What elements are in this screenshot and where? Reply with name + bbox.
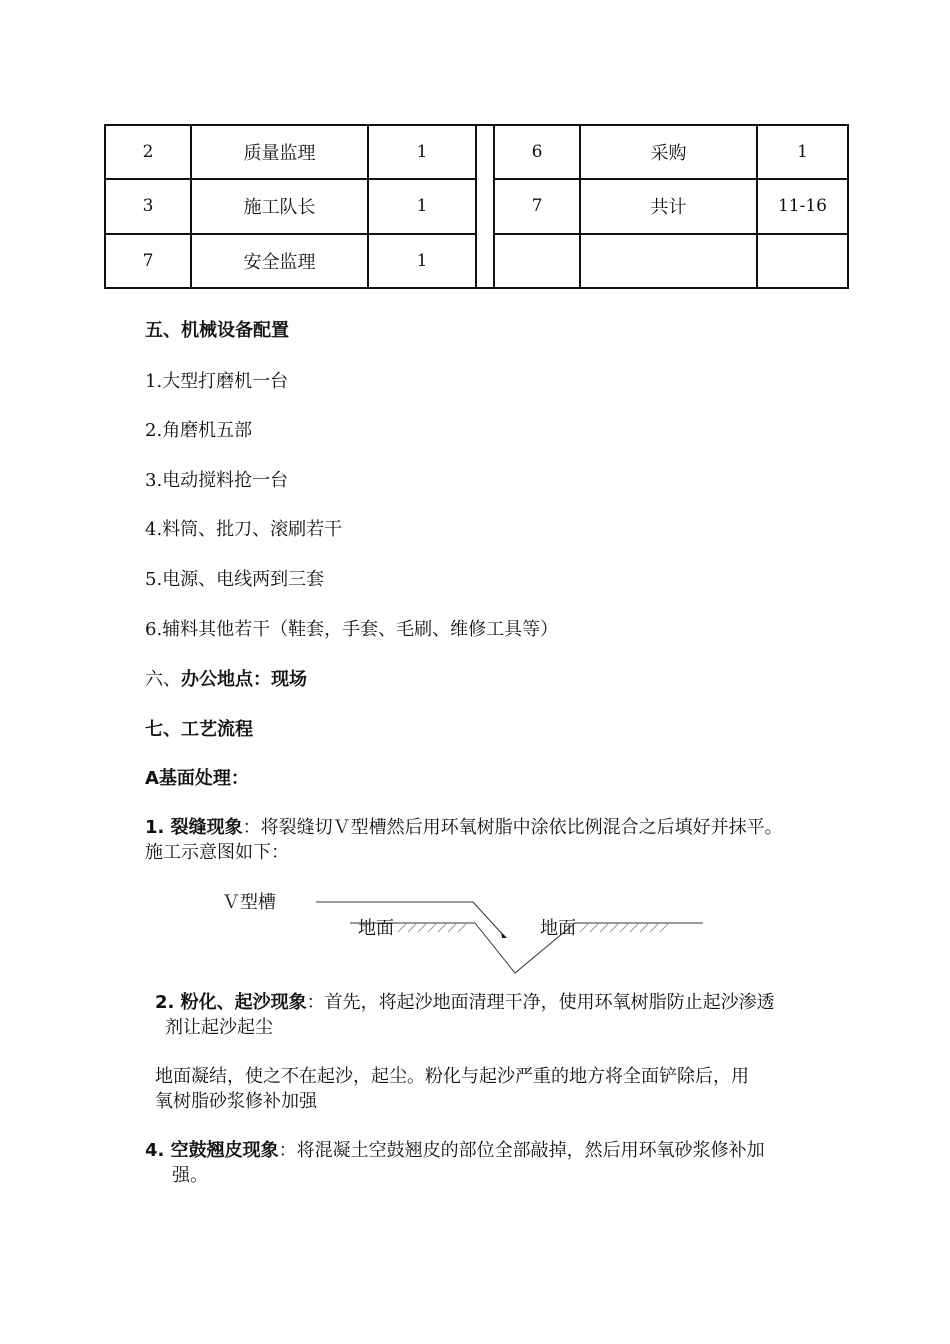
table-divider-cell <box>476 125 494 288</box>
table-cell: 2 <box>105 125 191 179</box>
groove-label: Ｖ型槽 <box>222 892 276 913</box>
list-item-text: 角磨机五部 <box>162 420 253 441</box>
powder-paragraph <box>155 990 835 1040</box>
powder-label: 2. 粉化、起沙现象 <box>155 992 307 1013</box>
table-cell <box>757 234 848 288</box>
list-item-number: 2. <box>145 420 163 441</box>
table-cell: 1 <box>368 234 476 288</box>
hollow-text-continued: 强。 <box>172 1165 208 1186</box>
table-cell: 7 <box>105 234 191 288</box>
hollow-paragraph <box>145 1138 835 1188</box>
crack-text: ：将裂缝切Ｖ型槽然后用环氧树脂中涂依比例混合之后填好并抹平。 <box>242 817 783 838</box>
hollow-label: 4. 空鼓翘皮现象 <box>145 1140 279 1161</box>
v-groove-diagram <box>220 885 720 980</box>
table-row <box>105 125 848 179</box>
section-heading <box>145 665 307 691</box>
ground-label-right: 地面 <box>540 918 576 939</box>
subsection-heading: A基面处理： <box>145 768 249 789</box>
hollow-text: ：将混凝土空鼓翘皮的部位全部敲掉，然后用环氧砂浆修补加 <box>278 1140 765 1161</box>
crack-paragraph <box>145 815 845 865</box>
crack-label: 1. 裂缝现象 <box>145 817 243 838</box>
table-cell: 安全监理 <box>191 234 368 288</box>
powder-para2-line1: 地面凝结，使之不在起沙，起尘。粉化与起沙严重的地方将全面铲除后，用 <box>155 1066 749 1087</box>
table-cell <box>494 234 580 288</box>
table-cell: 11-16 <box>757 179 848 233</box>
table-cell: 采购 <box>580 125 757 179</box>
section-heading: 七、工艺流程 <box>145 719 253 740</box>
section-prefix: 六、 <box>145 669 181 690</box>
list-item <box>145 466 288 492</box>
list-item-number: 4. <box>145 519 163 540</box>
table-cell: 1 <box>757 125 848 179</box>
list-item-number: 6. <box>145 619 163 640</box>
list-item-text: 电动搅料抢一台 <box>162 470 289 491</box>
list-item-text: 料筒、批刀、滚刷若干 <box>162 519 343 540</box>
staff-table <box>104 124 849 289</box>
list-item-number: 3. <box>145 470 163 491</box>
table-cell <box>580 234 757 288</box>
powder-text-continued: 剂让起沙起尘 <box>165 1017 273 1038</box>
ground-label-left: 地面 <box>358 918 394 939</box>
table-cell: 7 <box>494 179 580 233</box>
list-item-number: 5. <box>145 569 163 590</box>
table-cell: 质量监理 <box>191 125 368 179</box>
list-item <box>145 615 558 641</box>
list-item <box>145 515 342 541</box>
crack-text-continued: 施工示意图如下： <box>145 842 289 863</box>
list-item-text: 电源、电线两到三套 <box>162 569 325 590</box>
list-item <box>145 416 252 442</box>
table-cell: 6 <box>494 125 580 179</box>
table-cell: 1 <box>368 125 476 179</box>
powder-text: ：首先，将起沙地面清理干净，使用环氧树脂防止起沙渗透 <box>306 992 775 1013</box>
powder-para2-line2: 氧树脂砂浆修补加强 <box>155 1091 317 1112</box>
groove-drawing <box>220 885 720 980</box>
table-cell: 共计 <box>580 179 757 233</box>
list-item <box>145 367 288 393</box>
list-item <box>145 565 324 591</box>
powder-paragraph-2 <box>155 1064 835 1114</box>
table-cell: 1 <box>368 179 476 233</box>
table-cell: 3 <box>105 179 191 233</box>
list-item-text: 辅料其他若干（鞋套，手套、毛刷、维修工具等） <box>162 619 559 640</box>
list-item-number: 1. <box>145 371 163 392</box>
section-title: 办公地点：现场 <box>181 669 307 690</box>
table-cell: 施工队长 <box>191 179 368 233</box>
section-heading: 五、机械设备配置 <box>145 320 289 341</box>
list-item-text: 大型打磨机一台 <box>162 371 289 392</box>
